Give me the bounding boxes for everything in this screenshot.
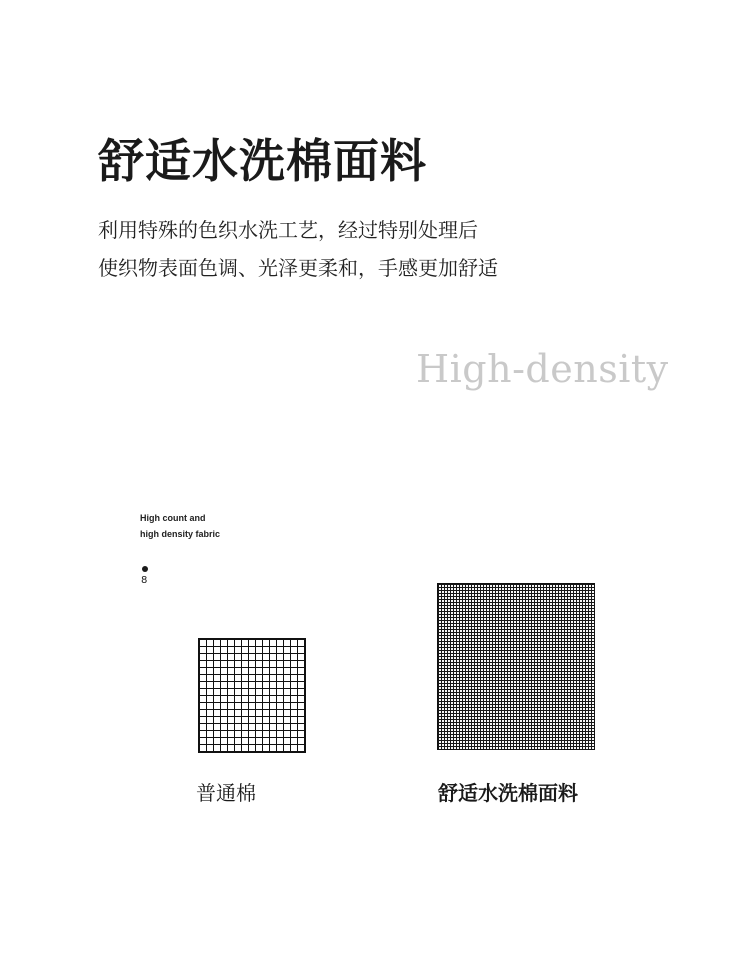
fabric-note-line-1: High count and xyxy=(140,513,206,523)
normal-cotton-label: 普通棉 xyxy=(196,781,256,805)
fabric-note-line-2: high density fabric xyxy=(140,529,221,539)
page-title: 舒适水洗棉面料 xyxy=(98,134,427,188)
description-line-1: 利用特殊的色织水洗工艺，经过特别处理后 xyxy=(98,218,478,242)
description-line-2: 使织物表面色调、光泽更柔和，手感更加舒适 xyxy=(98,256,498,280)
high-density-watermark: High-density xyxy=(416,347,669,391)
washed-cotton-weave-grid xyxy=(437,583,595,750)
ring-glyph-icon: 8 xyxy=(141,575,148,586)
washed-cotton-label: 舒适水洗棉面料 xyxy=(438,781,578,805)
bullet-dot-icon xyxy=(142,566,148,572)
normal-cotton-weave-grid xyxy=(198,638,306,753)
